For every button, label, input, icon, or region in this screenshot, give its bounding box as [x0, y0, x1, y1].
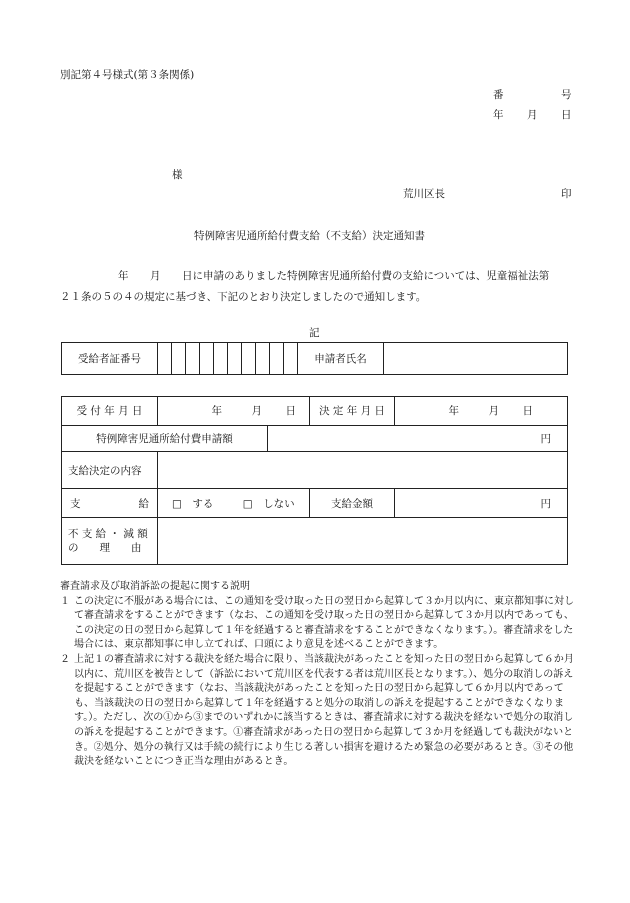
reason-label-2: の 理 由	[68, 541, 142, 554]
applicant-name-label: 申請者氏名	[298, 343, 384, 375]
appeal-notes	[60, 580, 575, 770]
notes-item-text: 上記１の審査請求に対する裁決を経た場合に限り、当該裁決があったことを知った日の翌日から起算して６か月以内に、荒川区を被告として（訴訟において荒川区を代表する者は荒川区長となります。）、処分の取消しの訴えを提起することができます（なお、当該裁決があったことを知った日の翌日から起算して６か月以内であっても、当該裁決の日の翌日から起算して１年を経過すると処分の取消しの訴えを提起することができなくなります。）。ただし、次の①から③までのいずれかに該当するときは、審査請求に対する裁決を経ないで処分の取消しの訴えを提起することができます。①審査請求があった日の翌日から起算して３か月を経過しても裁決がないとき。②処分、処分の執行又は手続の続行により生じる著しい損害を避けるため緊急の必要があるとき。③その他裁決を経ないことにつき正当な理由があるとき。	[74, 653, 574, 768]
body-line1: 日に申請のありました特例障害児通所給付費の支給については、児童福祉法第	[182, 270, 550, 282]
claim-amount-label: 特例障害児通所給付費申請額	[62, 425, 268, 452]
issuer-name: 荒川区長	[403, 188, 445, 200]
header-year: 年	[493, 109, 504, 121]
payment-amount-label: 支給金額	[310, 489, 395, 518]
decision-year: 年	[448, 405, 459, 418]
ki-marker: 記	[309, 327, 320, 339]
applicant-name-value[interactable]	[384, 343, 568, 375]
receipt-year: 年	[211, 405, 222, 418]
notes-item-1	[60, 595, 575, 653]
claim-amount-value[interactable]	[268, 425, 568, 452]
receipt-month: 月	[251, 405, 262, 418]
payment-amount-value[interactable]	[395, 489, 568, 518]
decision-day: 日	[522, 405, 533, 418]
decision-content-value[interactable]	[158, 452, 568, 489]
recipient-table	[61, 342, 568, 375]
recipient-digit-cell[interactable]	[270, 343, 284, 375]
body-year: 年	[118, 270, 129, 282]
payment-option-yes[interactable]: □ する	[172, 497, 214, 510]
recipient-digit-cell[interactable]	[256, 343, 270, 375]
recipient-digit-cell[interactable]	[284, 343, 298, 375]
receipt-date-value[interactable]	[158, 397, 310, 426]
number-label: 番	[493, 89, 504, 101]
body-month: 月	[150, 270, 161, 282]
notes-heading: 審査請求及び取消訴訟の提起に関する説明	[60, 581, 250, 592]
addressee-sama: 様	[172, 169, 183, 181]
body-line2: ２１条の５の４の規定に基づき、下記のとおり決定しましたので通知します。	[60, 291, 427, 303]
reason-value[interactable]	[158, 517, 568, 564]
payment-label-2: 給	[138, 497, 149, 510]
payment-label	[62, 489, 158, 518]
document-title: 特例障害児通所給付費支給（不支給）決定通知書	[194, 230, 425, 242]
notes-item-number: ２	[60, 653, 70, 665]
form-label: 別記第４号様式(第３条関係)	[60, 69, 195, 81]
recipient-no-label: 受給者証番号	[62, 343, 158, 375]
seal-mark: 印	[561, 188, 572, 200]
payment-yen: 円	[540, 497, 551, 510]
payment-options	[158, 489, 310, 518]
recipient-digit-cell[interactable]	[242, 343, 256, 375]
recipient-digit-cell[interactable]	[158, 343, 172, 375]
decision-month: 月	[488, 405, 499, 418]
header-day: 日	[561, 109, 572, 121]
decision-table	[61, 396, 568, 565]
notes-item-2	[60, 653, 575, 770]
receipt-day: 日	[285, 405, 296, 418]
number-suffix: 号	[561, 89, 572, 101]
recipient-digit-cell[interactable]	[228, 343, 242, 375]
reason-label	[62, 517, 158, 564]
notes-item-text: この決定に不服がある場合には、この通知を受け取った日の翌日から起算して３か月以内に、東京都知事に対して審査請求をすることができます（なお、この通知を受け取った日の翌日から起算して３か月以内であっても、この決定の日の翌日から起算して１年を経過すると審査請求をすることができなくなります。）。審査請求をした場合には、東京都知事に申し立てれば、口頭により意見を述べることができます。	[74, 595, 574, 651]
reason-label-1: 不 支 給 ・ 減 額	[68, 527, 148, 540]
recipient-digit-cell[interactable]	[186, 343, 200, 375]
decision-date-label: 決 定 年 月 日	[310, 397, 395, 426]
payment-label-1: 支	[70, 497, 81, 510]
recipient-digit-cell[interactable]	[172, 343, 186, 375]
notes-item-number: １	[60, 595, 70, 607]
payment-option-no[interactable]: □ しない	[242, 497, 295, 510]
recipient-digit-cell[interactable]	[200, 343, 214, 375]
recipient-digit-cell[interactable]	[214, 343, 228, 375]
receipt-date-label: 受 付 年 月 日	[62, 397, 158, 426]
header-month: 月	[527, 109, 538, 121]
decision-date-value[interactable]	[395, 397, 568, 426]
claim-yen: 円	[540, 432, 551, 445]
decision-content-label: 支給決定の内容	[62, 452, 158, 489]
